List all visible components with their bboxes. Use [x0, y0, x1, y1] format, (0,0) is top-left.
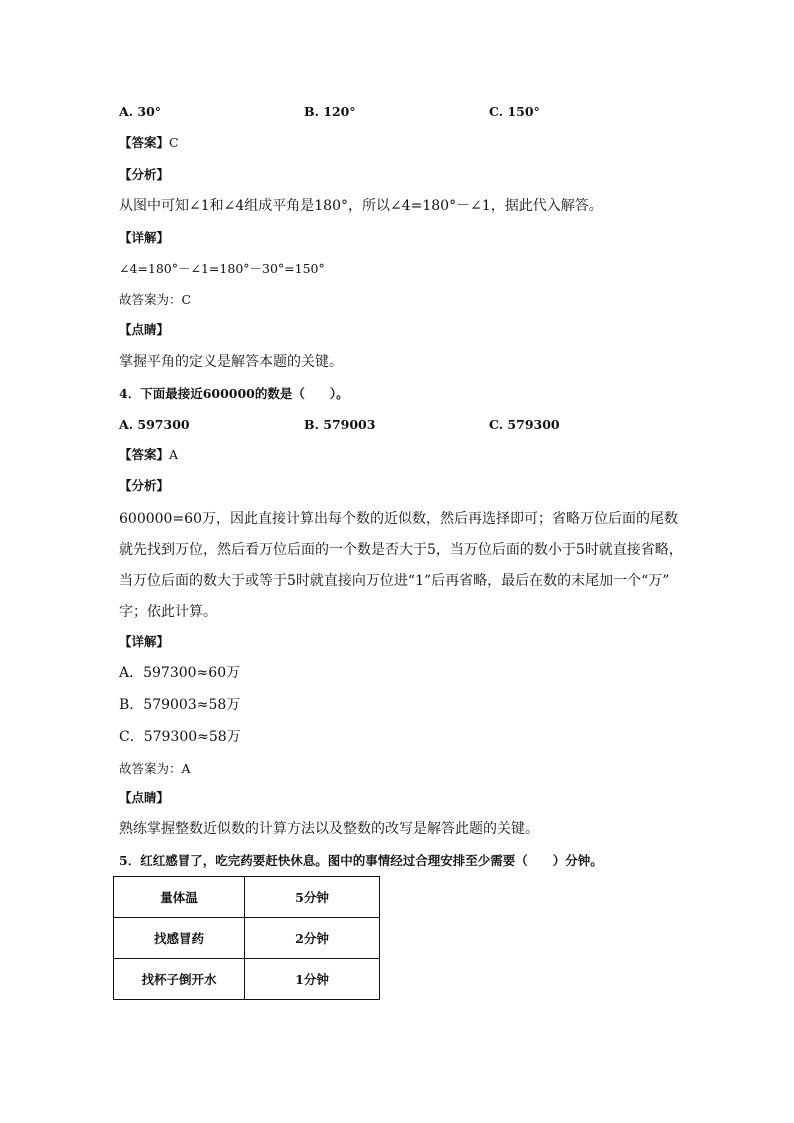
q5-question: 5．红红感冒了，吃完药要赶快休息。图中的事情经过合理安排至少需要（ ）分钟。 [119, 853, 603, 868]
q3-option-a: A. 30° [119, 104, 162, 119]
table-row [114, 877, 380, 918]
q4-note-label: 【点睛】 [119, 790, 170, 805]
answer-label: 【答案】 [119, 447, 170, 462]
q3-option-b: B. 120° [304, 104, 356, 119]
q3-answer [119, 135, 179, 151]
table-cell: 5分钟 [245, 877, 380, 918]
q4-analysis-line: 就先找到万位，然后看万位后面的一个数是否大于5，当万位后面的数小于5时就直接省略， [119, 542, 683, 558]
q3-conclusion: 故答案为：C [119, 292, 192, 307]
q3-note-text: 掌握平角的定义是解答本题的关键。 [119, 354, 343, 370]
q3-detail-label: 【详解】 [119, 230, 170, 245]
q4-detail-line: C．579300≈58万 [119, 729, 241, 745]
answer-value: C [169, 135, 179, 150]
q4-detail-line: B．579003≈58万 [119, 697, 241, 713]
q4-question: 4．下面最接近600000的数是（ ）。 [119, 386, 349, 401]
q3-analysis-label: 【分析】 [119, 167, 170, 182]
answer-value: A [169, 447, 179, 462]
q4-option-b: B. 579003 [304, 417, 376, 432]
q4-conclusion: 故答案为：A [119, 761, 191, 776]
q4-answer [119, 447, 178, 463]
q5-table [113, 876, 380, 1000]
q4-analysis-line: 当万位后面的数大于或等于5时就直接向万位进“1”后再省略，最后在数的末尾加一个“万” [119, 573, 670, 589]
q3-detail-text: ∠4=180°－∠1=180°－30°=150° [119, 261, 325, 276]
table-row [114, 918, 380, 959]
table-cell: 1分钟 [245, 959, 380, 1000]
table-cell: 找杯子倒开水 [114, 959, 245, 1000]
table-cell: 量体温 [114, 877, 245, 918]
q3-note-label: 【点睛】 [119, 322, 170, 337]
q3-analysis-text: 从图中可知∠1和∠4组成平角是180°，所以∠4=180°－∠1，据此代入解答。 [119, 198, 603, 214]
q3-option-c: C. 150° [489, 104, 540, 119]
q4-detail-line: A．597300≈60万 [119, 665, 241, 681]
table-cell: 2分钟 [245, 918, 380, 959]
table-cell: 找感冒药 [114, 918, 245, 959]
q4-analysis-label: 【分析】 [119, 478, 170, 493]
q4-option-a: A. 597300 [119, 417, 190, 432]
q4-detail-label: 【详解】 [119, 634, 170, 649]
q4-option-c: C. 579300 [489, 417, 560, 432]
q4-note-text: 熟练掌握整数近似数的计算方法以及整数的改写是解答此题的关键。 [119, 821, 539, 837]
table-row [114, 959, 380, 1000]
answer-label: 【答案】 [119, 135, 170, 150]
q4-analysis-line: 字；依此计算。 [119, 604, 217, 620]
q4-analysis-line: 600000=60万，因此直接计算出每个数的近似数，然后再选择即可；省略万位后面的尾数 [119, 511, 678, 527]
